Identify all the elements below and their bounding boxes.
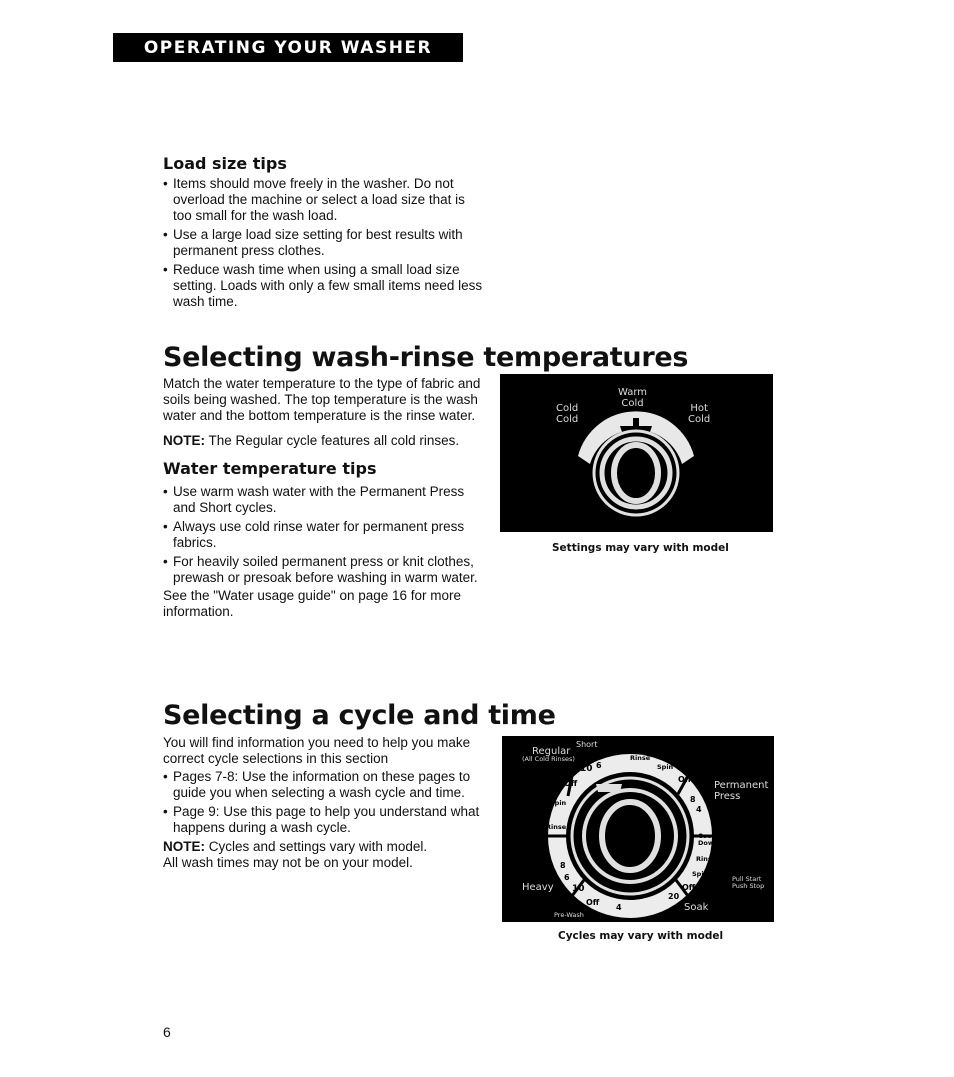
water-temperature-tips-list [163,484,481,586]
cycle-label-short: Short [576,740,598,749]
rim-mark: Off [586,898,600,907]
rim-mark: 4 [696,805,702,814]
list-item: • Always use cold rinse water for permanent press fabrics. [163,519,481,551]
rim-mark: Rinse [696,855,717,863]
temperature-section-title: Selecting wash-rinse temperatures [163,342,689,373]
rim-mark: Spin [657,763,674,771]
cycle-label-soak: Soak [684,902,709,913]
load-size-tips-section [163,154,483,313]
cycle-knob-icon [502,736,774,922]
list-item: • Page 9: Use this page to help you understand what happens during a wash cycle. [163,804,481,836]
rim-mark: 8 [690,795,696,804]
note-text-line2: All wash times may not be on your model. [163,855,413,870]
dial-label-warm-cold: Warm Cold [618,387,648,409]
rim-mark: 10 [580,764,593,774]
temperature-note [163,433,481,449]
list-item: • Pages 7-8: Use the information on these pages to guide you when selecting a wash cycle and time. [163,769,481,801]
rim-mark: Off [564,779,578,788]
load-size-tips-list [163,176,483,310]
page-number: 6 [163,1024,171,1040]
list-item: • Reduce wash time when using a small load size setting. Loads with only a few small items need less wash time. [163,262,483,310]
note-text: Cycles and settings vary with model. [208,839,428,854]
cycle-label-regular-sub: (All Cold Rinses) [522,755,575,763]
cycle-label-heavy: Heavy [522,882,554,893]
temperature-dial-image [500,374,773,532]
cycle-dial-image [502,736,774,922]
cycle-intro: You will find information you need to help you make correct cycle selections in this section [163,735,471,766]
load-size-tips-title: Load size tips [163,154,287,173]
dial-label-hot-cold: Hot Cold [688,403,711,425]
dial-label-cold-cold: Cold Cold [556,403,579,425]
cycle-pages-list [163,769,481,836]
cycle-label-regular: Regular [532,746,571,757]
note-label: NOTE: [163,839,205,854]
list-item: • For heavily soiled permanent press or knit clothes, prewash or presoak before washing in warm water. [163,554,481,586]
cycle-dial-caption: Cycles may vary with model [558,930,724,942]
cycle-note [163,839,481,871]
rim-mark: Cool Down [698,832,719,847]
cycle-label-pull-start: Pull Start Push Stop [732,875,765,890]
temperature-intro: Match the water temperature to the type of fabric and soils being washed. The top temperature is the wash water and the bottom temperature is the rinse water. [163,376,481,423]
note-text: The Regular cycle features all cold rinses. [208,433,460,448]
rim-mark: 8 [560,861,566,870]
rim-mark: Off [682,883,696,892]
rim-mark: 6 [596,761,602,770]
temperature-section-text [163,376,481,620]
rim-mark: 4 [616,903,622,912]
water-temperature-tips-title: Water temperature tips [163,459,377,478]
rim-mark: Spin [550,799,567,807]
temperature-knob-icon [500,374,773,532]
section-header: OPERATING YOUR WASHER [113,33,463,62]
rim-mark: Spin [692,870,709,878]
note-label: NOTE: [163,433,205,448]
water-usage-reference: See the "Water usage guide" on page 16 for more information. [163,588,462,619]
list-item: • Items should move freely in the washer. Do not overload the machine or select a load size that is too small for the wash load. [163,176,483,224]
temperature-dial-caption: Settings may vary with model [552,542,729,554]
rim-mark: Off [678,775,692,784]
rim-mark: Rinse [630,754,651,762]
rim-mark: 10 [572,884,585,894]
cycle-label-pre-wash: Pre-Wash [554,911,584,919]
rim-mark: Rinse [546,823,567,831]
cycle-section-title: Selecting a cycle and time [163,700,556,731]
rim-mark: 20 [668,892,680,901]
list-item: • Use a large load size setting for best results with permanent press clothes. [163,227,483,259]
rim-mark: 6 [564,873,570,882]
list-item: • Use warm wash water with the Permanent Press and Short cycles. [163,484,481,516]
cycle-section-text [163,735,481,871]
cycle-label-permanent-press: Permanent Press [714,780,769,802]
